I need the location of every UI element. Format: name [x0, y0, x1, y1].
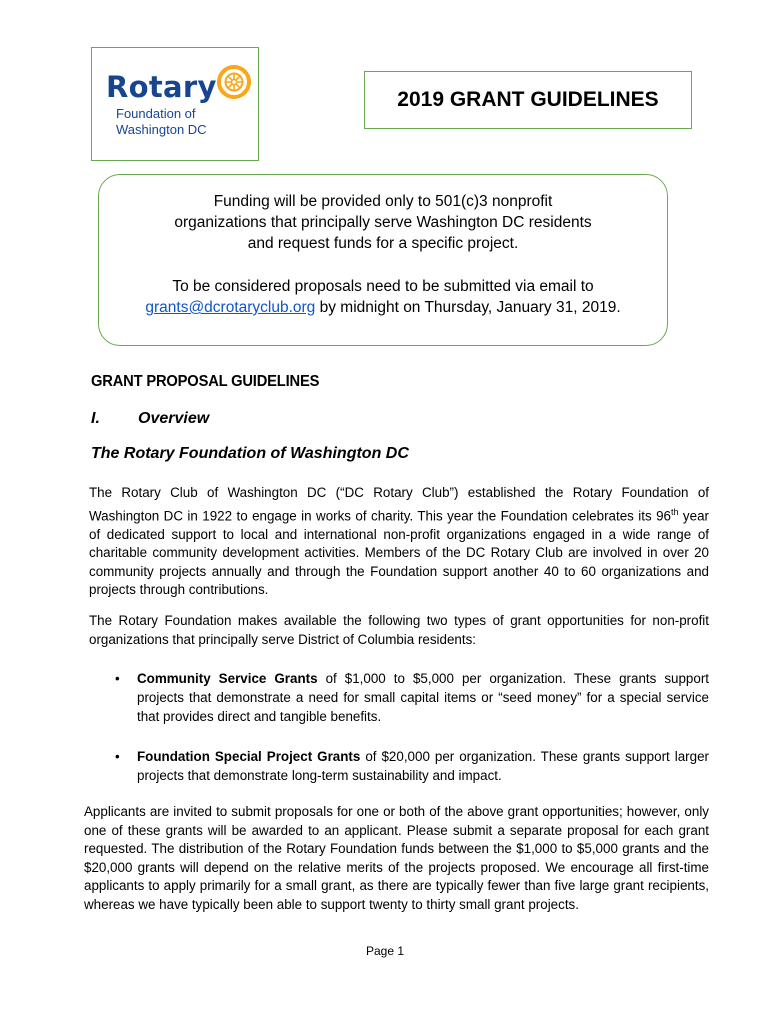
logo-subtitle: Foundation of Washington DC: [116, 106, 207, 137]
logo-wordmark: Rotary: [106, 70, 217, 104]
funding-line: Funding will be provided only to 501(c)3 nonprofit: [213, 193, 553, 210]
funding-line: and request funds for a specific project.: [247, 235, 519, 252]
overview-heading: I. Overview: [91, 410, 210, 427]
funding-notice: [98, 174, 668, 346]
section-heading: GRANT PROPOSAL GUIDELINES: [91, 373, 320, 390]
foundation-heading: The Rotary Foundation of Washington DC: [91, 445, 409, 462]
bullet-icon: •: [115, 671, 120, 686]
page-number: Page 1: [365, 944, 405, 958]
funding-line: organizations that principally serve Washington DC residents: [174, 214, 592, 231]
submission-line: grants@dcrotaryclub.org by midnight on Thursday, January 31, 2019.: [145, 299, 621, 316]
bullet-icon: •: [115, 749, 120, 764]
title-box: [364, 71, 692, 129]
email-link[interactable]: grants@dcrotaryclub.org: [145, 299, 316, 316]
intro-paragraph: The Rotary Club of Washington DC (“DC Rotary Club”) established the Rotary Foundation of Washington DC in 1922 to engage in works of charity. This year the Foundation celebrates its 96th year of dedicated support to local and international non-profit organizations engaged in a wide range of charitable community development activities. Members of the DC Rotary Club are involved in over 20 community projects annually and through the Foundation support another 40 to 60 organizations and projects through contributions.: [89, 485, 709, 598]
rotary-logo: [91, 47, 259, 161]
submission-line: To be considered proposals need to be submitted via email to: [172, 278, 594, 295]
page-title: 2019 GRANT GUIDELINES: [397, 88, 659, 111]
applicants-paragraph: Applicants are invited to submit proposals for one or both of the above grant opportunities; however, only one of these grants will be awarded to an applicant. Please submit a separate proposal for each grant requested. The distribution of the Rotary Foundation funds between the $1,000 to $5,000 grants and the $20,000 grants will depend on the relative merits of the projects proposed. We encourage all first-time applicants to apply primarily for a small grant, as there are typically fewer than five large grant recipients, whereas we have typically been able to support twenty to thirty small grant projects.: [84, 804, 709, 912]
rotary-wheel-icon: [216, 64, 252, 100]
grant-types-paragraph: The Rotary Foundation makes available the following two types of grant opportunities for non-profit organizations that principally serve District of Columbia residents:: [89, 613, 709, 647]
